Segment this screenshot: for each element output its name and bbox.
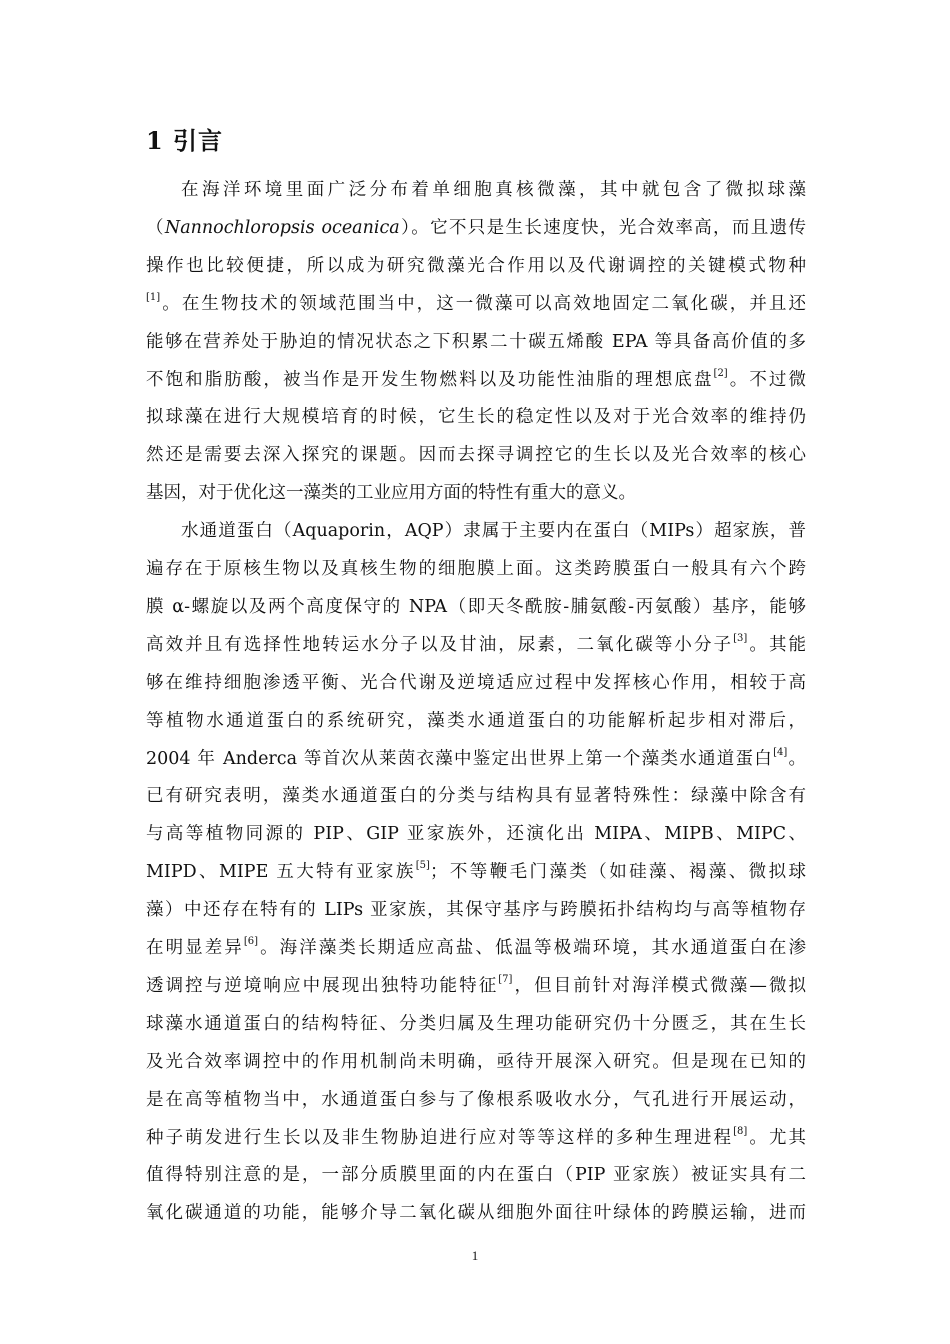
text-line — [146, 1012, 806, 1036]
text-segment: 遍存在于原核生物以及真核生物的细胞膜上面。这类跨膜蛋白一般具有六个跨 — [146, 559, 806, 579]
text-segment: ，但目前针对海洋模式微藻—微拟 — [512, 975, 807, 996]
text-segment: 膜 α-螺旋以及两个高度保守的 NPA（即天冬酰胺-脯氨酸-丙氨酸）基序，能够 — [146, 596, 806, 617]
text-line — [146, 405, 806, 429]
text-segment: 。不过微 — [727, 369, 807, 390]
text-line — [146, 898, 806, 922]
text-segment: 能够在营养处于胁迫的情况状态之下积累二十碳五烯酸 EPA 等具备高价值的多 — [146, 331, 806, 352]
text-line — [146, 216, 806, 240]
text-line — [146, 330, 806, 354]
text-line — [146, 254, 806, 278]
text-line — [146, 709, 806, 733]
text-line — [146, 860, 806, 884]
citation-marker: [7] — [498, 974, 513, 986]
text-line — [146, 784, 806, 808]
text-line — [146, 1201, 806, 1225]
citation-marker: [3] — [733, 632, 748, 644]
text-segment: Nannochloropsis oceanica — [164, 217, 400, 238]
citation-marker: [2] — [713, 367, 728, 379]
text-segment: 及光合效率调控中的作用机制尚未明确，亟待开展深入研究。但是现在已知的 — [146, 1051, 806, 1072]
text-segment: 拟球藻在进行大规模培育的时候，它生长的稳定性以及对于光合效率的维持仍 — [146, 407, 806, 428]
text-segment: 基因，对于优化这一藻类的工业应用方面的特性有重大的意义。 — [146, 483, 636, 504]
text-line — [146, 557, 806, 581]
text-segment: 氧化碳通道的功能，能够介导二氧化碳从细胞外面往叶绿体的跨膜运输，进而 — [146, 1203, 806, 1224]
citation-marker: [8] — [733, 1125, 748, 1137]
text-line — [146, 368, 806, 392]
text-line — [146, 481, 806, 505]
text-segment: 。在生物技术的领域范围当中，这一微藻可以高效地固定二氧化碳，并且还 — [160, 293, 806, 314]
text-line — [146, 671, 806, 695]
citation-marker: [4] — [773, 746, 788, 758]
text-line — [146, 443, 806, 467]
text-line — [146, 633, 806, 657]
text-segment: 球藻水通道蛋白的结构特征、分类归属及生理功能研究仍十分匮乏，其在生长 — [146, 1013, 806, 1034]
text-segment: 在海洋环境里面广泛分布着单细胞真核微藻，其中就包含了微拟球藻 — [181, 180, 806, 200]
text-line — [146, 822, 806, 846]
text-line — [146, 595, 806, 619]
text-segment: 在明显差异 — [146, 938, 244, 958]
text-line — [146, 1126, 806, 1150]
text-line — [146, 1088, 806, 1112]
text-segment: 。其能 — [747, 634, 807, 655]
text-segment: 够在维持细胞渗透平衡、光合代谢及逆境适应过程中发挥核心作用，相较于高 — [146, 672, 806, 693]
citation-marker: [1] — [146, 291, 161, 303]
text-segment: MIPD、MIPE 五大特有亚家族 — [146, 862, 416, 883]
text-segment: 已有研究表明，藻类水通道蛋白的分类与结构具有显著特殊性：绿藻中除含有 — [146, 786, 806, 807]
text-line — [181, 519, 806, 543]
page-number: 1 — [471, 1248, 479, 1263]
text-segment: 不饱和脂肪酸，被当作是开发生物燃料以及功能性油脂的理想底盘 — [146, 369, 714, 390]
text-segment: （ — [146, 217, 165, 238]
text-line — [146, 292, 806, 316]
text-segment: 。 — [787, 748, 807, 769]
text-segment: 2004 年 Anderca 等首次从莱茵衣藻中鉴定出世界上第一个藻类水通道蛋白 — [146, 748, 774, 769]
text-segment: 与高等植物同源的 PIP、GIP 亚家族外，还演化出 MIPA、MIPB、MIPC、 — [146, 824, 806, 845]
text-segment: ；不等鞭毛门藻类（如硅藻、褐藻、微拟球 — [429, 862, 806, 883]
text-segment: 操作也比较便捷，所以成为研究微藻光合作用以及代谢调控的关键模式物种 — [146, 255, 806, 276]
text-segment: 藻）中还存在特有的 LIPs 亚家族，其保守基序与跨膜拓扑结构均与高等植物存 — [146, 900, 806, 921]
text-segment: 。尤其 — [747, 1127, 807, 1148]
section-heading: 1 引言 — [146, 126, 224, 155]
text-line — [181, 178, 806, 202]
text-segment: 透调控与逆境响应中展现出独特功能特征 — [146, 975, 499, 996]
text-segment: 然还是需要去深入探究的课题。因而去探寻调控它的生长以及光合效率的核心 — [146, 445, 806, 466]
text-line — [146, 747, 806, 771]
text-line — [146, 1050, 806, 1074]
text-segment: 。海洋藻类长期适应高盐、低温等极端环境，其水通道蛋白在渗 — [258, 938, 807, 958]
text-segment: 水通道蛋白（Aquaporin，AQP）隶属于主要内在蛋白（MIPs）超家族，普 — [181, 521, 806, 542]
text-segment: ）。它不只是生长速度快，光合效率高，而且遗传 — [399, 217, 807, 238]
text-segment: 是在高等植物当中，水通道蛋白参与了像根系吸收水分，气孔进行开展运动， — [146, 1089, 806, 1110]
citation-marker: [5] — [415, 860, 430, 872]
text-segment: 种子萌发进行生长以及非生物胁迫进行应对等等这样的多种生理进程 — [146, 1127, 734, 1148]
text-segment: 高效并且有选择性地转运水分子以及甘油，尿素，二氧化碳等小分子 — [146, 634, 734, 655]
text-segment: 值得特别注意的是，一部分质膜里面的内在蛋白（PIP 亚家族）被证实具有二 — [146, 1165, 806, 1186]
text-line — [146, 974, 806, 998]
text-segment: 等植物水通道蛋白的系统研究，藻类水通道蛋白的功能解析起步相对滞后， — [146, 710, 806, 731]
citation-marker: [6] — [243, 936, 259, 948]
text-line — [146, 1163, 806, 1187]
text-line — [146, 936, 806, 960]
